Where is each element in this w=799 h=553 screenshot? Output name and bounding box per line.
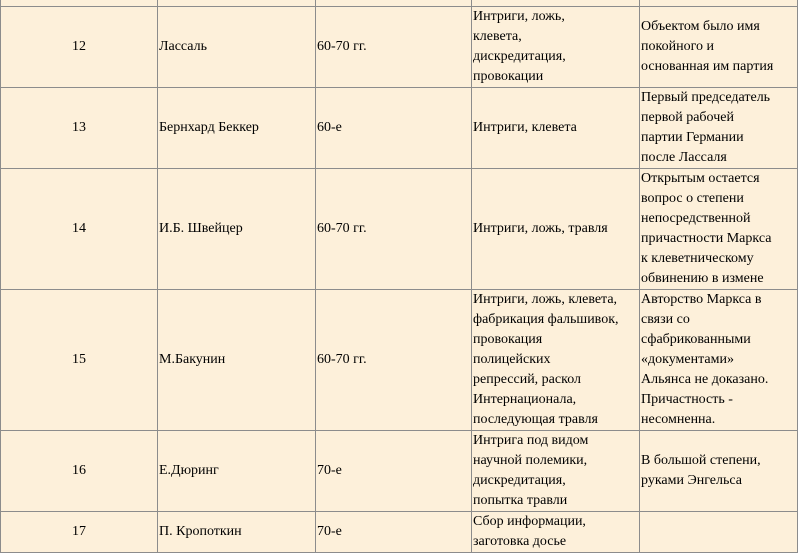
methods-line: репрессий, раскол xyxy=(473,372,582,387)
note-line: В большой степени, xyxy=(641,453,761,468)
period-cell: 60-70 гг. xyxy=(316,7,472,88)
methods-cell xyxy=(472,7,640,88)
period-cell: 60-70 гг. xyxy=(316,290,472,431)
table-row xyxy=(1,7,798,88)
note-line: Авторство Маркса в xyxy=(641,292,762,307)
note-line: после Лассаля xyxy=(641,150,727,165)
methods-line: полицейских xyxy=(473,352,551,367)
note-line: партии Германии xyxy=(641,130,744,145)
note-cell xyxy=(640,7,798,88)
methods-line: Сбор информации, xyxy=(473,514,586,529)
period-cell: 70-е xyxy=(316,512,472,553)
note-line: «документами» xyxy=(641,352,734,367)
methods-line: провокации xyxy=(473,69,544,84)
note-line: руками Энгельса xyxy=(641,473,742,488)
note-line: к клеветническому xyxy=(641,251,754,266)
methods-line: клевета, xyxy=(473,29,522,44)
table-row xyxy=(1,512,798,553)
note-line: сфабрикованными xyxy=(641,332,751,347)
methods-line: Интриги, клевета xyxy=(473,120,577,135)
methods-line: Интриги, ложь, клевета, xyxy=(473,292,618,307)
methods-line: Интернационала, xyxy=(473,392,577,407)
note-line: покойного и xyxy=(641,39,714,54)
period-cell: 60-е xyxy=(316,88,472,169)
name-cell: П. Кропоткин xyxy=(158,512,316,553)
row-number-cell: 13 xyxy=(1,88,158,169)
row-number-cell: 14 xyxy=(1,169,158,290)
note-line: связи со xyxy=(641,312,690,327)
methods-line: Интриги, ложь, травля xyxy=(473,221,608,236)
row-number-cell: 17 xyxy=(1,512,158,553)
period-cell: 70-е xyxy=(316,431,472,512)
row-number-cell: 12 xyxy=(1,7,158,88)
note-line: Причастность - xyxy=(641,392,733,407)
methods-cell xyxy=(472,431,640,512)
note-line: обвинению в измене xyxy=(641,271,764,286)
name-cell: Бернхард Беккер xyxy=(158,88,316,169)
methods-line: Интрига под видом xyxy=(473,433,589,448)
note-line: вопрос о степени xyxy=(641,191,744,206)
row-number-cell: 16 xyxy=(1,431,158,512)
note-line: первой рабочей xyxy=(641,110,734,125)
methods-cell xyxy=(472,88,640,169)
methods-cell xyxy=(472,512,640,553)
table-row xyxy=(1,169,798,290)
note-line: Открытым остается xyxy=(641,171,760,186)
note-cell xyxy=(640,169,798,290)
methods-line: дискредитация, xyxy=(473,473,566,488)
methods-cell xyxy=(472,169,640,290)
methods-line: фабрикация фальшивок, xyxy=(473,312,619,327)
methods-line: научной полемики, xyxy=(473,453,588,468)
name-cell: И.Б. Швейцер xyxy=(158,169,316,290)
note-cell xyxy=(640,512,798,553)
methods-cell xyxy=(472,290,640,431)
name-cell: Лассаль xyxy=(158,7,316,88)
note-cell xyxy=(640,431,798,512)
methods-line: попытка травли xyxy=(473,493,568,508)
methods-line: последующая травля xyxy=(473,412,598,427)
table-row xyxy=(1,431,798,512)
name-cell: М.Бакунин xyxy=(158,290,316,431)
name-cell: Е.Дюринг xyxy=(158,431,316,512)
methods-line: Интриги, ложь, xyxy=(473,9,565,24)
note-cell xyxy=(640,290,798,431)
table-row xyxy=(1,88,798,169)
note-line: Альянса не доказано. xyxy=(641,372,769,387)
note-line: причастности Маркса xyxy=(641,231,772,246)
note-line: основанная им партия xyxy=(641,59,774,74)
methods-line: провокация xyxy=(473,332,543,347)
note-line: Объектом было имя xyxy=(641,19,760,34)
note-line: непосредственной xyxy=(641,211,751,226)
note-line: несомненна. xyxy=(641,412,716,427)
note-line: Первый председатель xyxy=(641,90,771,105)
methods-line: заготовка досье xyxy=(473,534,567,549)
table-row xyxy=(1,290,798,431)
note-cell xyxy=(640,88,798,169)
row-number-cell: 15 xyxy=(1,290,158,431)
period-cell: 60-70 гг. xyxy=(316,169,472,290)
methods-line: дискредитация, xyxy=(473,49,566,64)
